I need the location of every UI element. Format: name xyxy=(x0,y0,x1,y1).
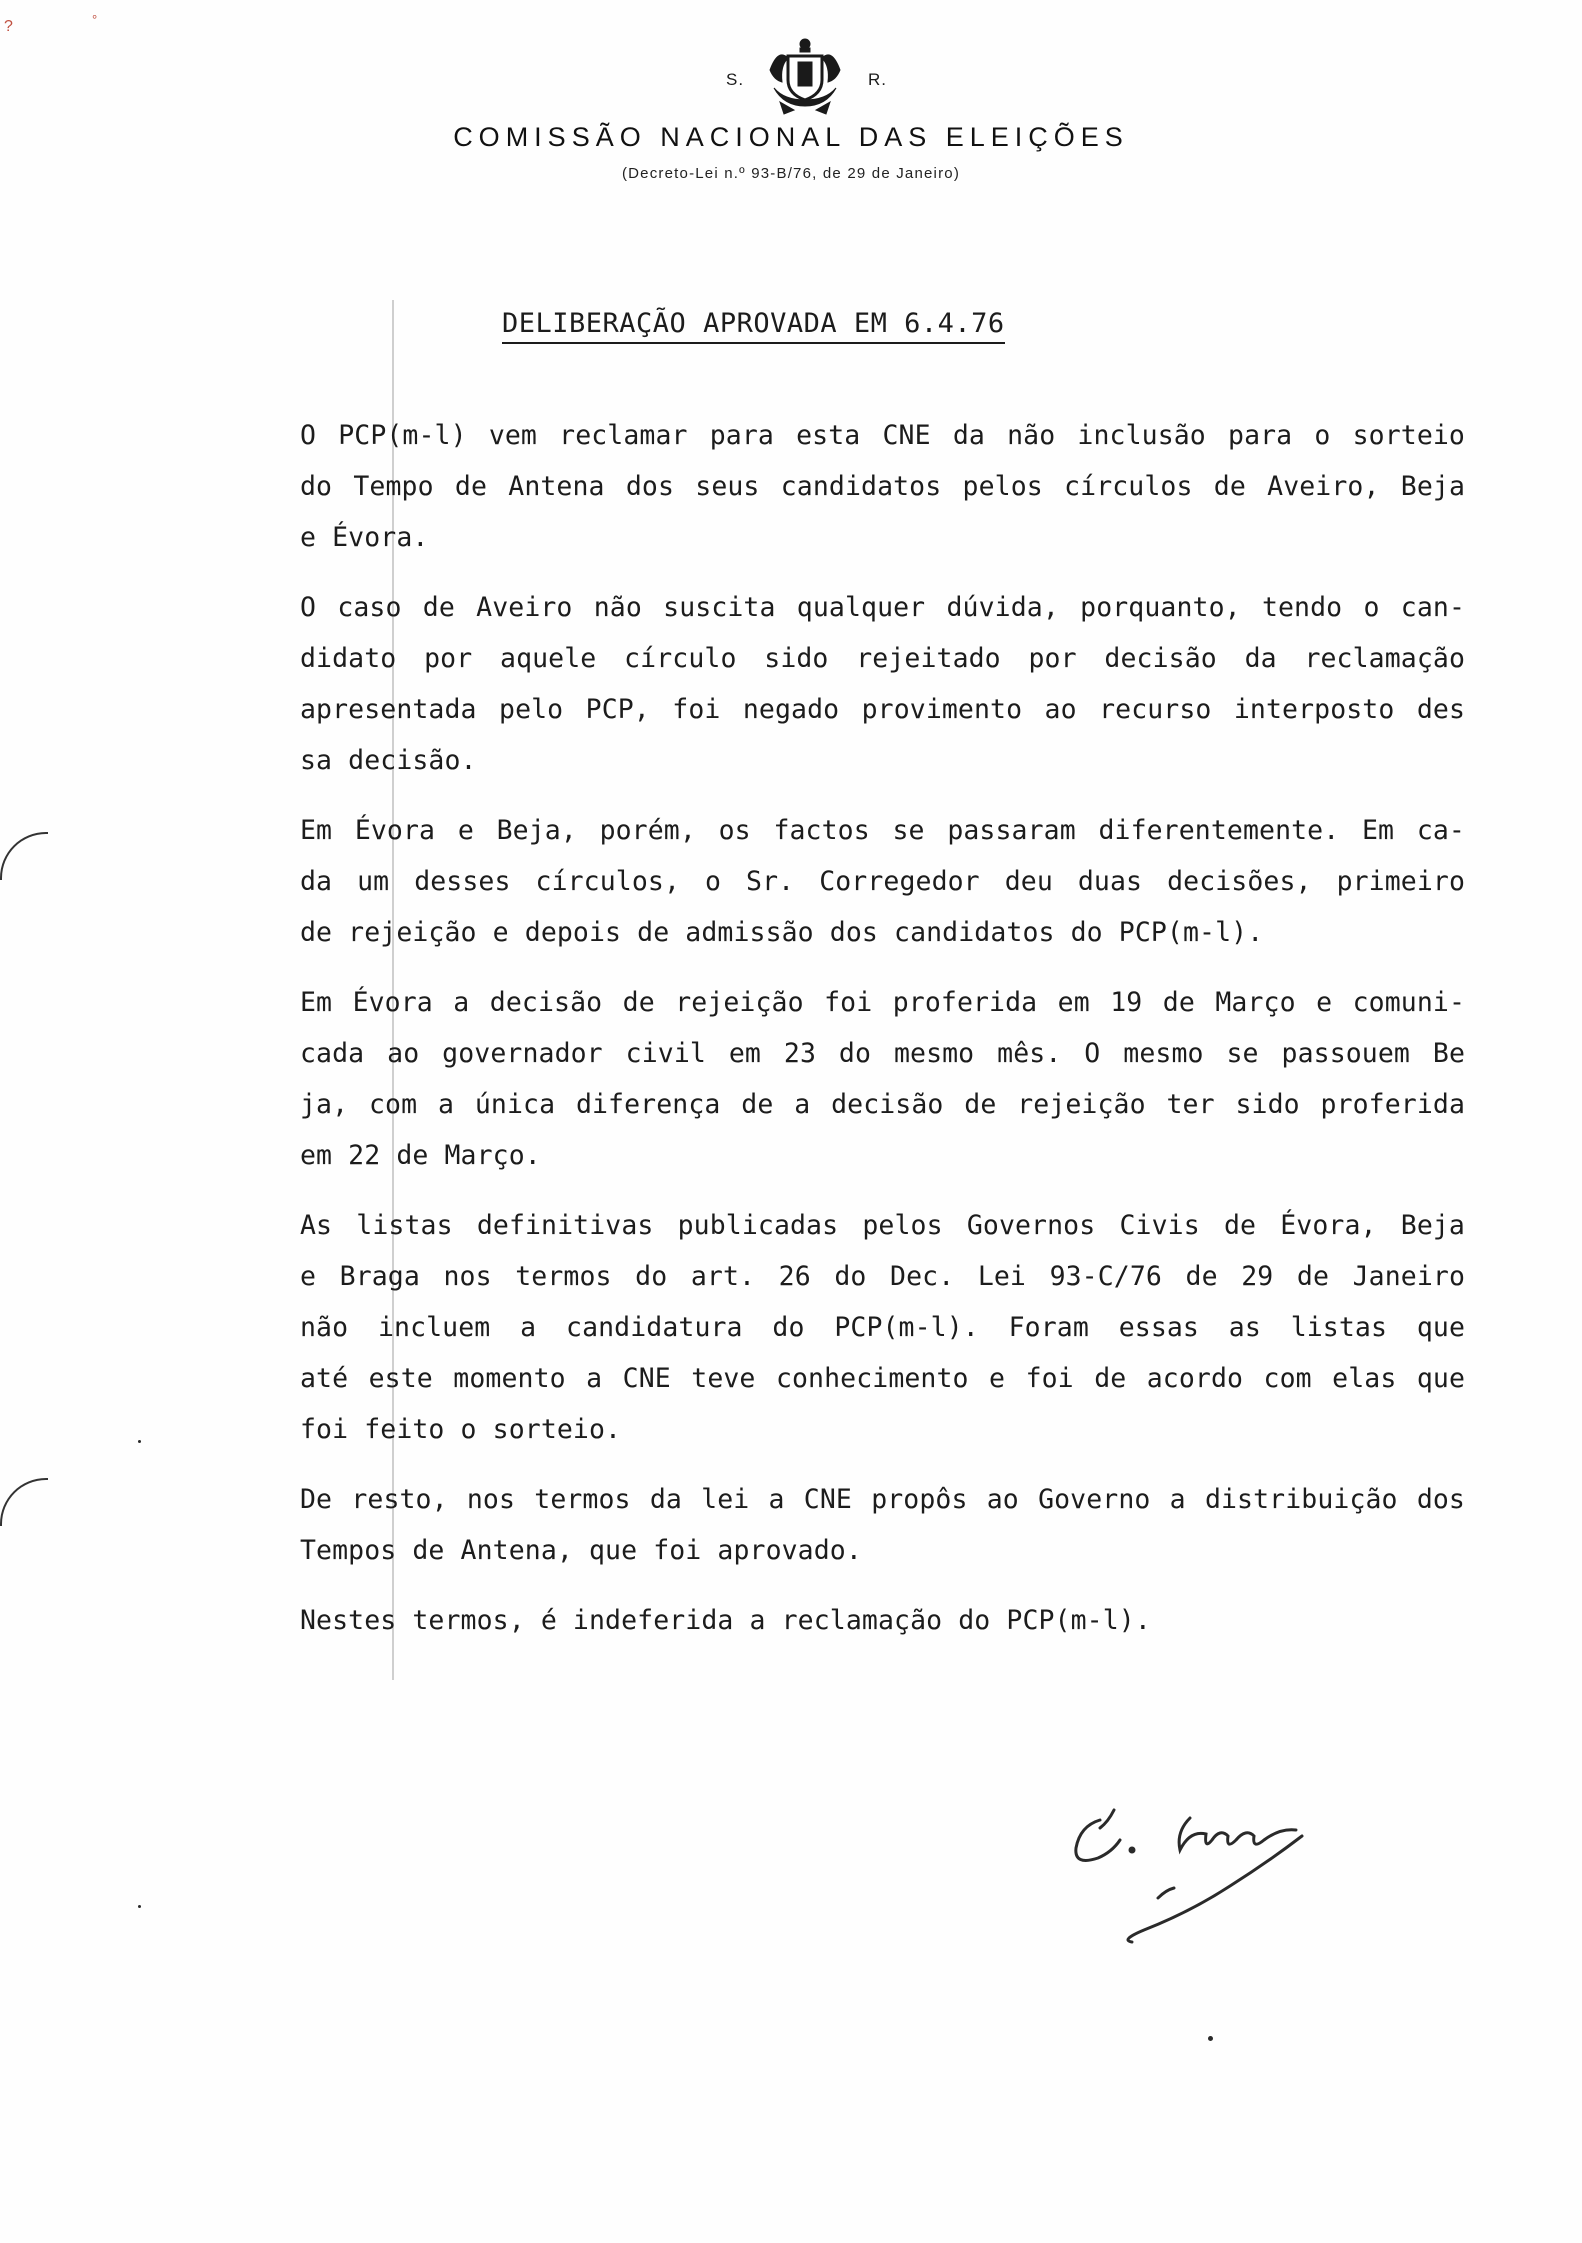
text-line: O caso de Aveiro não suscita qualquer dúvida, porquanto, tendo o can- xyxy=(300,592,1465,623)
text-line: didato por aquele círculo sido rejeitado por decisão da reclamação xyxy=(300,643,1465,674)
text-line: apresentada pelo PCP, foi negado provimento ao recurso interposto des xyxy=(300,694,1465,725)
document-title: DELIBERAÇÃO APROVADA EM 6.4.76 xyxy=(502,308,1005,344)
deliberation-body xyxy=(300,410,1465,1665)
text-line: e Évora. xyxy=(300,522,429,553)
text-line: e Braga nos termos do art. 26 do Dec. Lei 93-C/76 de 29 de Janeiro xyxy=(300,1261,1465,1292)
text-line: não incluem a candidatura do PCP(m-l). Foram essas as listas que xyxy=(300,1312,1465,1343)
text-line: Em Évora e Beja, porém, os factos se passaram diferentemente. Em ca- xyxy=(300,815,1465,846)
ink-dot xyxy=(1208,2036,1213,2041)
punch-hole-mark xyxy=(0,1478,48,1526)
text-line: da um desses círculos, o Sr. Corregedor deu duas decisões, primeiro xyxy=(300,866,1465,897)
paragraph xyxy=(300,977,1465,1181)
punch-hole-mark xyxy=(0,832,48,880)
text-line: sa decisão. xyxy=(300,745,477,776)
paragraph xyxy=(300,410,1465,563)
text-line: até este momento a CNE teve conhecimento e foi de acordo com elas que xyxy=(300,1363,1465,1394)
text-line: De resto, nos termos da lei a CNE propôs ao Governo a distribuição dos xyxy=(300,1484,1465,1515)
paragraph xyxy=(300,1200,1465,1455)
paragraph xyxy=(300,1595,1465,1646)
letterhead xyxy=(0,36,1582,116)
text-line: foi feito o sorteio. xyxy=(300,1414,622,1445)
commission-name: COMISSÃO NACIONAL DAS ELEIÇÕES xyxy=(453,122,1129,152)
text-line: cada ao governador civil em 23 do mesmo mês. O mesmo se passouem Be xyxy=(300,1038,1465,1069)
corner-mark: ? xyxy=(4,18,13,35)
letterhead-right-letter: R. xyxy=(868,70,887,89)
coat-of-arms-emblem xyxy=(760,36,850,116)
paragraph xyxy=(300,805,1465,958)
text-line: Em Évora a decisão de rejeição foi proferida em 19 de Março e comuni- xyxy=(300,987,1465,1018)
handwritten-signature xyxy=(1040,1770,1380,1960)
ink-dot xyxy=(138,1440,141,1443)
text-line: do Tempo de Antena dos seus candidatos pelos círculos de Aveiro, Beja xyxy=(300,471,1465,502)
text-line: Tempos de Antena, que foi aprovado. xyxy=(300,1535,862,1566)
text-line: O PCP(m-l) vem reclamar para esta CNE da não inclusão para o sorteio xyxy=(300,420,1465,451)
corner-mark: ° xyxy=(92,12,98,27)
text-line: Nestes termos, é indeferida a reclamação do PCP(m-l). xyxy=(300,1605,1151,1636)
text-line: em 22 de Março. xyxy=(300,1140,541,1171)
decree-reference: (Decreto-Lei n.º 93-B/76, de 29 de Janeiro) xyxy=(621,165,961,182)
ink-dot xyxy=(138,1905,141,1908)
text-line: de rejeição e depois de admissão dos candidatos do PCP(m-l). xyxy=(300,917,1264,948)
text-line: As listas definitivas publicadas pelos Governos Civis de Évora, Beja xyxy=(300,1210,1465,1241)
letterhead-left-letter: S. xyxy=(726,70,745,89)
paragraph xyxy=(300,1474,1465,1576)
text-line: ja, com a única diferença de a decisão de rejeição ter sido proferida xyxy=(300,1089,1465,1120)
paragraph xyxy=(300,582,1465,786)
